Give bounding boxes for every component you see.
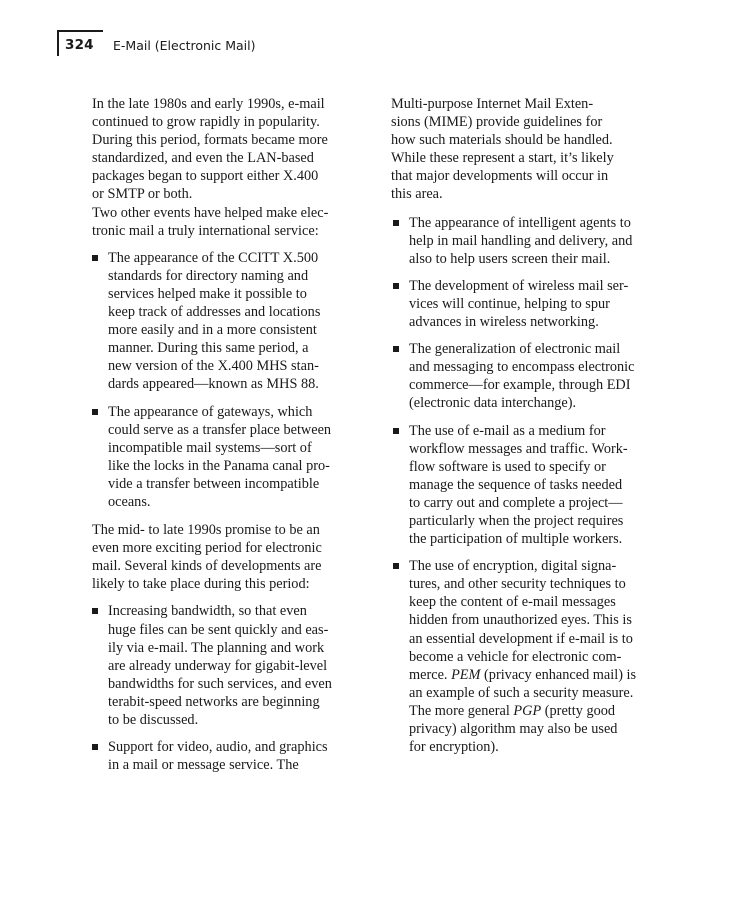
bullet-list <box>391 214 646 549</box>
text-line: even more exciting period for electronic <box>92 540 322 557</box>
text-line: vices will continue, helping to spur <box>409 295 610 312</box>
list-item <box>75 249 347 394</box>
header-rule-vertical <box>57 30 59 56</box>
text-line: become a vehicle for electronic com- <box>409 648 622 665</box>
text-line: The use of e-mail as a medium for <box>409 422 606 439</box>
list-item <box>391 557 646 756</box>
list-item <box>391 340 646 412</box>
text-line: dards appeared—known as MHS 88. <box>108 376 319 393</box>
text-line: or SMTP or both. <box>92 186 193 203</box>
text-line: tures, and other security techniques to <box>409 576 626 593</box>
text-line: ily via e-mail. The planning and work <box>108 639 325 656</box>
text-line <box>409 702 646 720</box>
square-bullet-icon <box>92 255 98 261</box>
text-line: likely to take place during this period: <box>92 576 310 593</box>
text-line: advances in wireless networking. <box>409 314 599 331</box>
text-line: The appearance of the CCITT X.500 <box>108 249 319 266</box>
page-header <box>57 30 697 56</box>
text-line: in a mail or message service. The <box>108 757 299 774</box>
text-line: for encryption). <box>409 739 499 756</box>
text-line: are already underway for gigabit-level <box>108 657 328 674</box>
paragraph <box>75 204 347 240</box>
text-line: huge files can be sent quickly and eas- <box>108 621 329 638</box>
text-line: oceans. <box>108 493 151 510</box>
text-line: The mid- to late 1990s promise to be an <box>92 522 320 539</box>
paragraph <box>75 521 347 593</box>
text-line: keep track of addresses and locations <box>108 304 321 321</box>
square-bullet-icon <box>393 563 399 569</box>
text-line: tronic mail a truly international service: <box>92 222 319 239</box>
text-line: The appearance of intelligent agents to <box>409 214 631 231</box>
text-line: The generalization of electronic mail <box>409 341 621 358</box>
bullet-list <box>391 557 646 756</box>
text-line: more easily and in a more consistent <box>108 322 317 339</box>
square-bullet-icon <box>393 346 399 352</box>
header-rule-horizontal <box>57 30 103 32</box>
text-line: privacy) algorithm may also be used <box>409 721 618 737</box>
list-item <box>391 422 646 549</box>
text-line: to be discussed. <box>108 712 199 728</box>
text-line: workflow messages and traffic. Work- <box>409 440 628 457</box>
text-line: terabit-speed networks are beginning <box>108 693 320 710</box>
text-line: hidden from unauthorized eyes. This is <box>409 612 632 629</box>
running-title: E-Mail (Electronic Mail) <box>113 38 256 53</box>
text-line: standardized, and even the LAN-based <box>92 150 314 167</box>
text-line: new version of the X.400 MHS stan- <box>108 358 319 375</box>
paragraph-continuation <box>391 95 646 204</box>
list-item <box>75 738 347 774</box>
square-bullet-icon <box>92 409 98 415</box>
text-line: Two other events have helped make elec- <box>92 204 329 221</box>
text-line: services helped make it possible to <box>108 285 307 302</box>
pem-term: PEM <box>451 666 481 683</box>
text-run: The more general <box>409 702 514 719</box>
text-line: manner. During this same period, a <box>108 340 309 357</box>
square-bullet-icon <box>393 283 399 289</box>
text-line: and messaging to encompass electronic <box>409 359 635 376</box>
text-line: manage the sequence of tasks needed <box>409 476 623 493</box>
text-line: that major developments will occur in <box>391 168 609 185</box>
list-item <box>75 403 347 512</box>
text-line: Increasing bandwidth, so that even <box>108 603 307 620</box>
text-line: vide a transfer between incompatible <box>108 475 320 492</box>
text-line: could serve as a transfer place between <box>108 421 332 438</box>
square-bullet-icon <box>393 220 399 226</box>
text-line <box>409 666 646 684</box>
text-line: particularly when the project requires <box>409 512 624 529</box>
list-item <box>391 277 646 331</box>
paragraph <box>75 95 347 204</box>
text-line: like the locks in the Panama canal pro- <box>108 457 330 474</box>
square-bullet-icon <box>92 744 98 750</box>
text-line: Support for video, audio, and graphics <box>108 739 328 756</box>
text-line: In the late 1980s and early 1990s, e-mail <box>92 96 325 112</box>
list-item <box>75 602 347 729</box>
text-line: continued to grow rapidly in popularity. <box>92 114 320 131</box>
pgp-term: PGP <box>513 702 542 719</box>
text-run: (privacy enhanced mail) is <box>480 666 637 683</box>
text-line: (electronic data interchange). <box>409 395 577 412</box>
square-bullet-icon <box>92 608 98 614</box>
text-line: standards for directory naming and <box>108 267 309 284</box>
bullet-list <box>75 249 347 511</box>
square-bullet-icon <box>393 428 399 434</box>
text-line: this area. <box>391 186 443 203</box>
right-column <box>391 95 646 766</box>
text-line: keep the content of e-mail messages <box>409 594 616 611</box>
text-line: While these represent a start, it’s likely <box>391 150 614 167</box>
text-line: to carry out and complete a project— <box>409 494 623 511</box>
text-line: commerce—for example, through EDI <box>409 377 631 394</box>
left-column <box>75 95 347 784</box>
text-run: (pretty good <box>541 702 616 719</box>
page-number: 324 <box>65 37 94 53</box>
text-line: mail. Several kinds of developments are <box>92 558 322 575</box>
text-line: The development of wireless mail ser- <box>409 277 629 294</box>
text-run: merce. <box>409 666 452 683</box>
text-line: flow software is used to specify or <box>409 458 606 475</box>
text-line: sions (MIME) provide guidelines for <box>391 114 603 131</box>
text-line: the participation of multiple workers. <box>409 531 623 548</box>
text-line: The appearance of gateways, which <box>108 403 313 420</box>
text-line: packages began to support either X.400 <box>92 168 319 185</box>
text-line: During this period, formats became more <box>92 132 328 149</box>
text-line: bandwidths for such services, and even <box>108 675 332 692</box>
bullet-list <box>75 602 347 774</box>
text-line: Multi-purpose Internet Mail Exten- <box>391 96 594 112</box>
text-line: an essential development if e-mail is to <box>409 630 633 647</box>
text-line: The use of encryption, digital signa- <box>409 558 617 575</box>
text-line: an example of such a security measure. <box>409 684 634 701</box>
text-line: also to help users screen their mail. <box>409 250 611 267</box>
text-line: how such materials should be handled. <box>391 132 613 149</box>
list-item <box>391 214 646 268</box>
text-line: incompatible mail systems—sort of <box>108 439 312 456</box>
text-line: help in mail handling and delivery, and <box>409 232 633 249</box>
